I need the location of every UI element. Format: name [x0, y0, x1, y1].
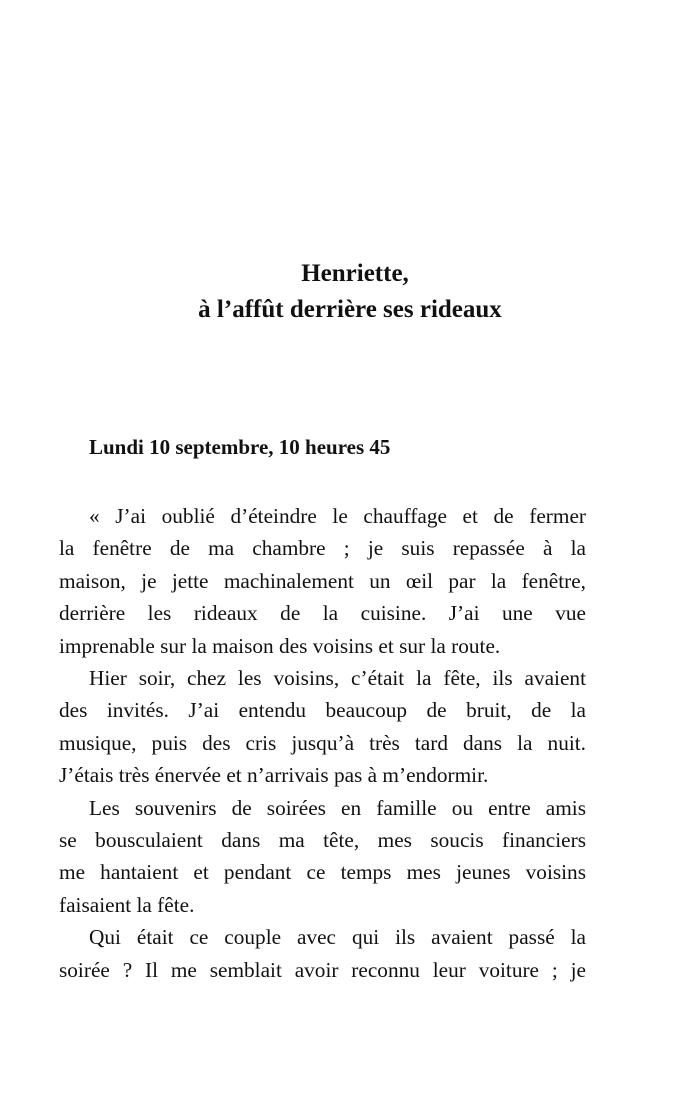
text-line: me hantaient et pendant ce temps mes jeunes voisins — [59, 860, 586, 885]
text-line: musique, puis des cris jusqu’à très tard dans la nuit. — [59, 730, 586, 755]
text-line: se bousculaient dans ma tête, mes soucis financiers — [59, 828, 586, 853]
section-heading: Lundi 10 septembre, 10 heures 45 — [89, 435, 391, 459]
text-line: J’étais très énervée et n’arrivais pas à m’endormir. — [59, 763, 489, 788]
chapter-title-line-1: Henriette, — [301, 260, 409, 287]
text-line: Hier soir, chez les voisins, c’était la fête, ils avaient — [89, 666, 586, 691]
text-line: des invités. J’ai entendu beaucoup de bruit, de la — [59, 698, 586, 723]
paragraph-3 — [59, 792, 586, 922]
paragraph-2 — [59, 662, 586, 792]
text-line: Les souvenirs de soirées en famille ou entre amis — [89, 795, 586, 820]
text-line: soirée ? Il me semblait avoir reconnu leur voiture ; je — [59, 957, 586, 982]
chapter-title-line-2: à l’affût derrière ses rideaux — [198, 296, 502, 323]
text-line: « J’ai oublié d’éteindre le chauffage et de fermer — [89, 504, 586, 528]
text-line: imprenable sur la maison des voisins et sur la route. — [59, 633, 501, 658]
text-line: derrière les rideaux de la cuisine. J’ai une vue — [59, 601, 586, 626]
body-text — [59, 500, 586, 986]
text-line: la fenêtre de ma chambre ; je suis repassée à la — [59, 536, 586, 561]
text-line: maison, je jette machinalement un œil par la fenêtre, — [59, 568, 586, 593]
paragraph-4 — [59, 921, 586, 986]
paragraph-1 — [59, 500, 586, 662]
text-line: Qui était ce couple avec qui ils avaient passé la — [89, 925, 586, 950]
text-line: faisaient la fête. — [59, 892, 195, 917]
chapter-title — [0, 256, 700, 328]
